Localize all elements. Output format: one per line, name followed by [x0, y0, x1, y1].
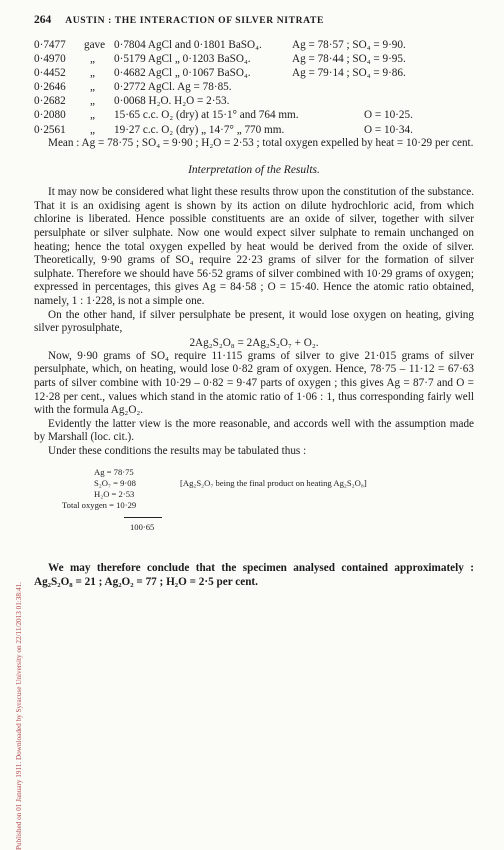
section-title: Interpretation of the Results.: [188, 164, 320, 177]
results-list: [34, 38, 474, 150]
result-line: 0·4970 „ 0·5179 AgCl „ 0·1203 BaSO₄. Ag = 78·44 ; SO₄ = 9·95.: [34, 53, 406, 66]
result-line: 0·2080 „ 15·65 c.c. O₂ (dry) at 15·1° and 764 mm. O = 10·25.: [34, 109, 413, 122]
page-body: [34, 14, 474, 589]
paragraph: On the other hand, if silver persulphate be present, it would lose oxygen on heating, giving silver pyrosulphate,: [34, 308, 474, 335]
table-row: H₂O = 2·53: [94, 488, 135, 499]
table-row: Ag = 78·75: [94, 466, 134, 477]
download-watermark-text: Published on 01 January 1911. Downloaded by Syracuse University on 22/11/2013 01:38:41.: [15, 582, 23, 850]
table-sum-rule: [124, 517, 162, 518]
paragraph: It may now be considered what light these results throw upon the constitution of the substance. That it is an oxidising agent is shown by its action on dilute hydrochloric acid, from which chlorine is liberated. Hence possible constituents are an oxide of silver, together with silver persulphate or silver sulphate. Now one would expect silver sulphate to remain unchanged on heating; hence the total oxygen expelled by heat would be derived from the oxide of silver. Theoretically, 9·90 grams of SO₄ require 22·23 grams of silver for the formation of silver sulphate. Therefore we should have 56·52 grams of silver combined with 10·29 grams of oxygen; expressed in percentages, this gives Ag = 84·58 ; O = 15·40. Hence the atomic ratio obtained, namely, 1 : 1·228, is not a simple one.: [34, 186, 474, 307]
table-row: S₂O₇ = 9·08: [94, 477, 136, 488]
table-note: [Ag₂S₂O₇ being the final product on heating Ag₂S₂O₈]: [180, 477, 367, 488]
running-header: [34, 14, 474, 26]
download-watermark: [3, 250, 23, 850]
running-title: AUSTIN : THE INTERACTION OF SILVER NITRATE: [65, 15, 324, 26]
result-line: 0·2682 „ 0·0068 H₂O. H₂O = 2·53.: [34, 95, 230, 108]
results-table: [34, 467, 474, 551]
page-number: 264: [34, 14, 52, 26]
result-line: 0·4452 „ 0·4682 AgCl „ 0·1067 BaSO₄. Ag = 79·14 ; SO₄ = 9·86.: [34, 67, 406, 80]
table-row: Total oxygen = 10·29: [62, 499, 137, 510]
equation: 2Ag₂S₂O₈ = 2Ag₂S₂O₇ + O₂.: [189, 336, 319, 349]
mean-line: Mean : Ag = 78·75 ; SO₄ = 9·90 ; H₂O = 2·53 ; total oxygen expelled by heat = 10·29 per cent.: [48, 136, 474, 149]
paragraph: Evidently the latter view is the more reasonable, and accords well with the assumption made by Marshall (loc. cit.).: [34, 417, 474, 444]
result-line: 0·7477 gave 0·7804 AgCl and 0·1801 BaSO₄. Ag = 78·57 ; SO₄ = 9·90.: [34, 39, 406, 51]
result-line: 0·2561 „ 19·27 c.c. O₂ (dry) „ 14·7° „ 770 mm. O = 10·34.: [34, 123, 413, 136]
table-total: 100·65: [130, 521, 155, 532]
conclusion: We may therefore conclude that the specimen analysed contained approximately : Ag₂S₂O₈ = 21 ; Ag₂O₂ = 77 ; H₂O = 2·5 per cent.: [34, 561, 474, 588]
result-line: 0·2646 „ 0·2772 AgCl. Ag = 78·85.: [34, 81, 232, 94]
paragraph: Now, 9·90 grams of SO₄ require 11·115 grams of silver to give 21·015 grams of silver persulphate, which, on heating, would lose 0·82 gram of oxygen. Hence, 78·75 – 11·12 = 67·63 parts of silver combine with 10·29 – 0·82 = 9·47 parts of oxygen ; this gives Ag = 87·7 and O = 12·28 per cent., values which stand in the atomic ratio of 1·06 : 1, thus corresponding fairly well with the formula Ag₂O₂.: [34, 349, 474, 417]
paragraph: Under these conditions the results may be tabulated thus :: [48, 444, 307, 457]
